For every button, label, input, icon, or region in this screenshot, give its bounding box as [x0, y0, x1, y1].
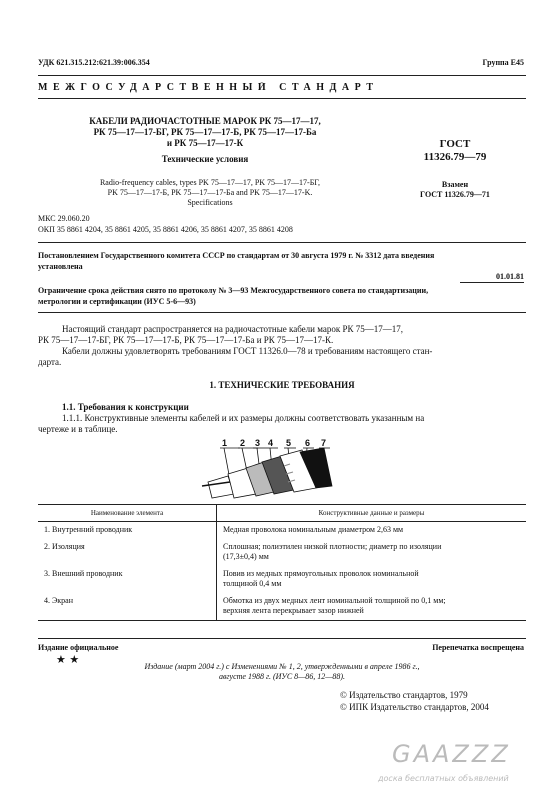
section-line-2: чертеже и в таблице. [38, 424, 118, 434]
drawing-label-6: 6 [305, 438, 311, 448]
official-edition: Издание официальное [38, 643, 119, 652]
replaces-block [390, 180, 520, 200]
title-subtitle: Технические условия [161, 154, 249, 164]
effective-date: 01.01.81 [496, 272, 524, 281]
drawing-label-7: 7 [321, 438, 327, 448]
codes-rule [38, 242, 526, 243]
drawing-label-4: 4 [268, 438, 274, 448]
table-cell-line: (17,3±0,4) мм [223, 552, 269, 561]
decree-line-2: установлена [38, 262, 83, 271]
title-line-2: РК 75—17—17-БГ, РК 75—17—17-Б, РК 75—17—17-Ба [93, 127, 317, 137]
intro-line-1: Настоящий стандарт распространяется на радиочастотные кабели марок РК 75—17—17, [62, 324, 403, 334]
table-cell-data [217, 593, 527, 621]
copyright-1979: © Издательство стандартов, 1979 [340, 690, 468, 700]
group-code: Группа Е45 [482, 58, 524, 67]
edition-note [38, 662, 526, 682]
standard-banner: МЕЖГОСУДАРСТВЕННЫЙ СТАНДАРТ [38, 82, 379, 93]
section-paragraph [38, 413, 526, 435]
drawing-label-3: 3 [255, 438, 261, 448]
table-row [38, 566, 526, 593]
gost-number: 11326.79—79 [423, 151, 487, 163]
english-title [60, 178, 360, 208]
table-cell-line: Сплошная; полиэтилен низкой плотности; диаметр по изоляции [223, 542, 442, 551]
intro-line-4: дарта. [38, 357, 62, 367]
subsection-title: 1.1. Требования к конструкции [62, 402, 189, 412]
english-title-line-1: Radio-frequency cables, types PK 75—17—17, PK 75—17—17-БГ, [99, 178, 321, 187]
table-cell-data [217, 566, 527, 593]
table-cell-element: 1. Внутренний проводник [44, 525, 133, 534]
header-rule-top [38, 75, 526, 76]
table-cell-element: 3. Внешний проводник [44, 569, 123, 578]
english-title-line-3: Specifications [187, 198, 233, 207]
table-header-element: Наименование элемента [38, 505, 217, 522]
gost-label: ГОСТ [439, 138, 471, 150]
english-title-line-2: PK 75—17—17-Б, PK 75—17—17-Ба and PK 75—17—17-K. [107, 188, 313, 197]
udk-code: УДК 621.315.212:621.39:006.354 [38, 58, 150, 67]
limit-line-1: Ограничение срока действия снято по протоколу № 3—93 Межгосударственного совета по стандартизации, [38, 286, 429, 295]
mks-code: МКС 29.060.20 [38, 214, 90, 223]
section-line-1: 1.1.1. Конструктивные элементы кабелей и их размеры должны соответствовать указанным на [62, 413, 425, 423]
okp-code: ОКП 35 8861 4204, 35 8861 4205, 35 8861 4206, 35 8861 4207, 35 8861 4208 [38, 225, 293, 234]
table-cell-line: толщиной 0,4 мм [223, 579, 282, 588]
title-line-3: и РК 75—17—17-К [166, 138, 244, 148]
replaces-label: Взамен [441, 180, 469, 189]
table-cell-data [217, 539, 527, 566]
drawing-label-5: 5 [286, 438, 292, 448]
title-line-1: КАБЕЛИ РАДИОЧАСТОТНЫЕ МАРОК РК 75—17—17, [89, 116, 321, 126]
drawing-label-1: 1 [222, 438, 228, 448]
table-cell-line: Медная проволока номинальным диаметром 2,63 мм [223, 525, 404, 534]
table-cell-line: Повив из медных прямоугольных проволок номинальной [223, 569, 419, 578]
edition-note-line-2: августе 1988 г. (ИУС 8—86, 12—88). [218, 672, 346, 681]
table-cell-data [217, 522, 527, 540]
header-rule-bottom [38, 98, 526, 99]
table-cell-line: Обмотка из двух медных лент номинальной толщиной по 0,1 мм; [223, 596, 446, 605]
stars-mark: ★ ★ [56, 653, 80, 666]
cable-cross-section-drawing [200, 436, 350, 502]
replaces-standard: ГОСТ 11326.79—71 [420, 190, 490, 199]
table-row [38, 522, 526, 540]
footer-rule [38, 638, 526, 639]
intro-line-3: Кабели должны удовлетворять требованиям ГОСТ 11326.0—78 и требованиям настоящего стан- [62, 346, 433, 356]
drawing-label-2: 2 [240, 438, 246, 448]
gost-number-block [390, 138, 520, 164]
title-block [60, 116, 350, 149]
watermark-logo: GAAZZZ [392, 740, 511, 768]
watermark-caption: доска бесплатных объявлений [378, 774, 509, 783]
table-row [38, 539, 526, 566]
decree-line-1: Постановлением Государственного комитета СССР по стандартам от 30 августа 1979 г. № 3312 дата введения [38, 251, 435, 260]
table-header-row [38, 505, 526, 522]
intro-line-2: РК 75—17—17-БГ, РК 75—17—17-Б, РК 75—17—17-Ба и РК 75—17—17-К. [38, 335, 334, 345]
copyright-2004: © ИПК Издательство стандартов, 2004 [340, 702, 489, 712]
decree-rule [38, 312, 526, 313]
reprint-notice: Перепечатка воспрещена [432, 643, 524, 652]
table-cell-element: 2. Изоляция [44, 542, 85, 551]
limit-line-2: метрологии и сертификации (ИУС 5-6—93) [38, 297, 196, 306]
table-cell-element: 4. Экран [38, 593, 217, 621]
construction-table [38, 504, 526, 621]
intro-paragraph [38, 324, 526, 368]
table-header-data: Конструктивные данные и размеры [217, 505, 527, 522]
table-row [38, 593, 526, 621]
section-title: 1. ТЕХНИЧЕСКИЕ ТРЕБОВАНИЯ [209, 380, 355, 390]
edition-note-line-1: Издание (март 2004 г.) с Изменениями № 1, 2, утвержденными в апреле 1986 г., [144, 662, 420, 671]
date-underline [460, 282, 524, 283]
table-cell-line: верхняя лента перекрывает зазор нижней [223, 606, 364, 615]
